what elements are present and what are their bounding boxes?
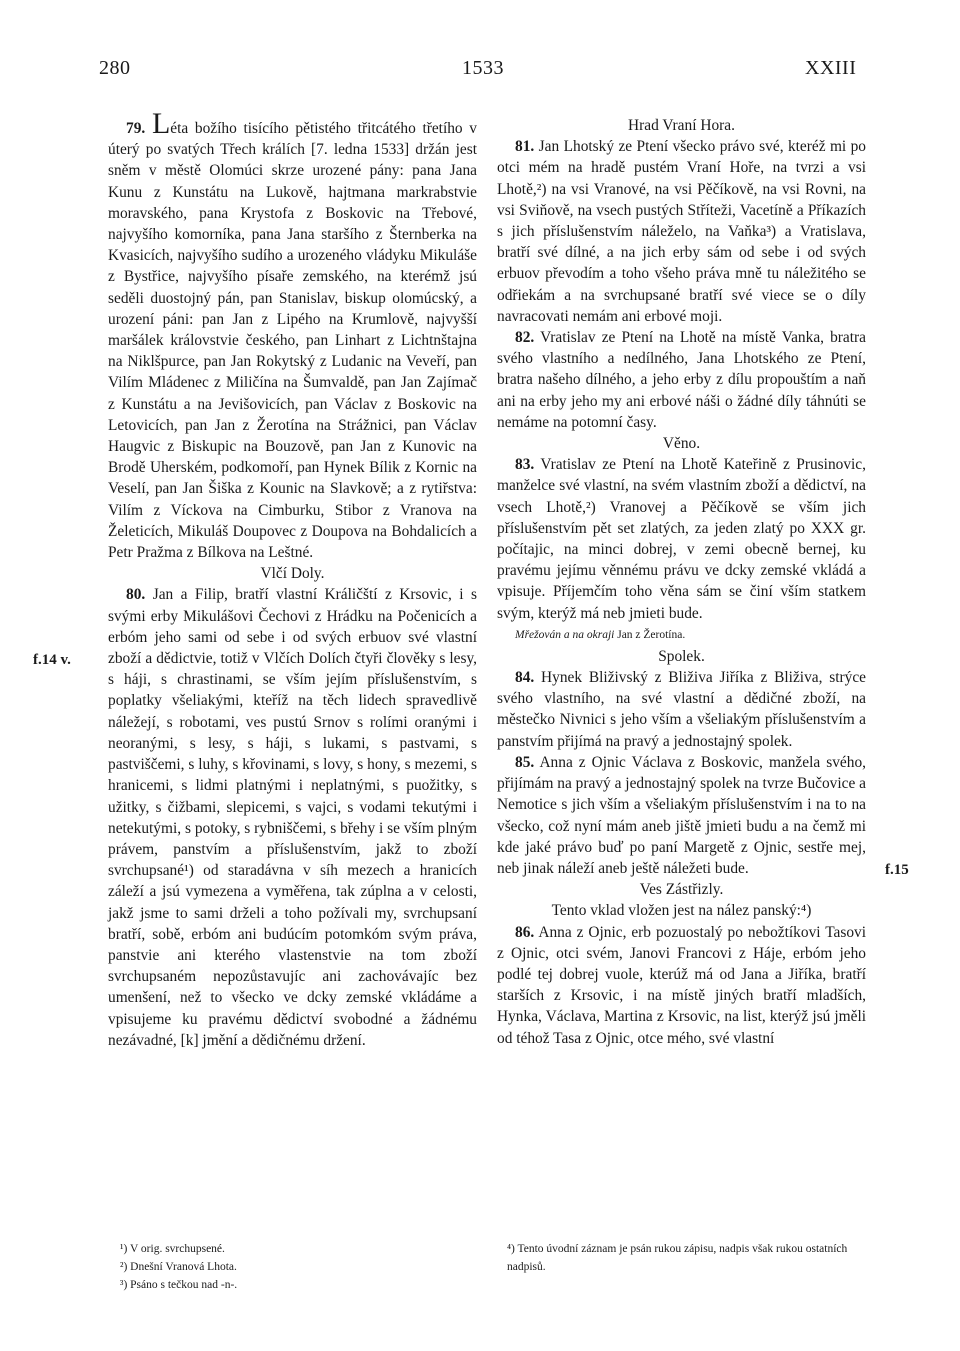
scribal-note xyxy=(515,626,866,644)
entry-79 xyxy=(108,107,477,563)
footnote-2: ²) Dnešní Vranová Lhota. xyxy=(120,1261,237,1273)
entry-85 xyxy=(497,752,866,879)
entry-text: Anna z Ojnic, erb pozuostalý po nebožtíkovi Tasovi z Ojnic, otci svém, Janovi Francovi z Háje, erbóm jeho podlé tej dobrej vuole, kterúž má od Jana a Jiříka, bratří starších z Krsovic, i na místě jiných bratří mladších, Hynka, Václava, Martina z Krsovic, na list, kterýž jsú jměli od téhož Tasa z Ojnic, otce mého, své vlastní xyxy=(497,923,867,1047)
scribal-note-italic: Mřežován a na okraji xyxy=(515,628,615,641)
section-heading: Ves Zástřizly. xyxy=(639,881,724,899)
entry-text: Jan a Filip, bratří vlastní Králičští z Krsovic, i s svými erby Mikulášovi Čechovi z Hrádku na Počenicích a erbóm jeho sami od sebe i od svých erbuov své vlastní zboží a dědictvie, totiž v Vlčích Dolích čtyři člověky s lesy, s háji, s chrastinami, se vším jejím příslušenstvím, s poplatky všeliakými, kteříž na těch lidech spravedlivě náležejí, s robotami, ves pustú Srnov s rolími oranými i neoranými, s lesy, s háji, s lukami, s pastvami, s pastviščemi, s luhy, s křovinami, s lovy, s hony, s mezemi, s hranicemi, s lidmi platnými i neplatnými, s puožitky, s užitky, s čižbami, slepicemi, s vajci, s vodami tekutými i netekutými, s potoky, s rybniščemi, s břehy i se vším plným právem, panstvím a příslušenstvím, jakž to zboží svrchupsané¹) od staradávna v síh mezech a hranicích záleží a jsú vymezena a vyměřena, tak zúplna a v celosti, jakž jsme to sami drželi a toho požívali my, svrchupsaní bratří, sobě, erbóm ani budúcím potomkóm svým práva, panstvie ani kterého vlastenstvie na tom zboží svrchupsaném nepozůstavujíc ani zachovávajíc bez umenšení, než to všecko ve dcky zemské vkládáme a vpisujeme ku pravému dědictví svobodné a žádnému nezávadné, [k] jmění a dědičnému držení. xyxy=(108,586,477,1049)
footnotes-right xyxy=(507,1240,877,1276)
entry-83 xyxy=(497,454,866,624)
entry-number: 85. xyxy=(515,753,535,771)
entry-82 xyxy=(497,327,866,433)
drop-cap: L xyxy=(151,107,171,140)
section-roman-numeral: XXIII xyxy=(805,57,857,79)
entry-text: Vratislav ze Ptení na Lhotě Kateřině z Prusinovic, manželce své vlastní, na svém vlastním zboží a dědictví, na vsech Lhotě,²) Vranovej a Pěčíkově se vším jich příslušenstvím pět set zlatých, za jeden zlatý po XXX gr. počítajic, na minci dobrej, v zemi obecně bernej, ku pravému jejímu věnnému právu ve dcky zemské vkládá a vpisuje. Příjemčím toho věna sám se činí vším statkem svým, kterýž má neb jmieti bude. xyxy=(497,456,866,622)
entry-84 xyxy=(497,667,866,752)
section-heading: Vlčí Doly. xyxy=(260,565,325,583)
entry-text: Jan Lhotský ze Ptení všecko právo své, kteréž mi po otci mém na hradě pustém Vraní Hoře, na tvrzi a vsi Lhotě,²) na vsi Vranové, na vsi Pěčíkově, na vsi Rovni, na vsi Sviňově, na vsech pustých Stříteži, Vacetíně a Příkazích s jich příslušenstvím náleželo, na Vaňka³) a Vratislava, bratří své dílné, a na jich erby sám od sebe i od svých erbuov převodím a toho všeho práva mně tu náležitého se odřiekám a na svrchupsané bratří své viece se o díly navracovati nemám ani erbové moji. xyxy=(497,138,866,325)
footnote-3: ³) Psáno s tečkou nad -n-. xyxy=(120,1279,238,1291)
footnote-4: ⁴) Tento úvodní záznam je psán rukou zápisu, nadpis však rukou ostatních nadpisů. xyxy=(507,1243,848,1273)
entry-number: 79. xyxy=(126,120,146,137)
footnotes-left xyxy=(120,1240,480,1294)
right-column xyxy=(497,115,866,1049)
entry-number: 83. xyxy=(515,456,535,474)
entry-number: 84. xyxy=(515,669,535,687)
entry-text: éta božího tisícího pětistého třitcátého třetího v úterý po svatých Třech králích [7. ledna 1533] držán jest sněm v městě Olomúci skrze urozené pány: pana Jana Kunu z Kunstátu na Lukově, hajtmana markrabstvie moravského, pana Krystofa z Boskovic na Třebové, najvyšího komorníka, pana Jana staršího z Šternberka na Kvasicích, najvyšího sudího a urozeného vládyku Mikuláše z Bystřice, najvyšího písaře zemského, na kterémž jsú seděli duostojný pán, pan Stanislav, biskup olomúcský, a urození páni: pan Jan z Lipého na Krumlově, najvyšší maršálek královstvie českého, pan Linhart z Lichtnštajna na Niklšpurce, pan Jan Rokytský z Ludanic na Veveří, pan Vilím Mládenec z Miličína na Šumvaldě, pan Jan Zajímač z Kunstátu a na Jevišovicích, pan Václav z Boskovic na Letovicích, pan Jan z Žerotína na Strážnici, pan Václav Haugvic z Biskupic na Bouzově, pan Jan z Kunovic na Brodě Uherském, podkomoří, pan Hynek Bílik z Kornic na Veselí, pan Jan Šiška z Kounic na Slavkově; a z rytiřstva: Vilím z Víckova na Cimburku, Stibor z Vranova na Želeticích, Mikuláš Doupovec z Doupova na Bohdalicích a Petr Pražma z Bílkova na Leštné. xyxy=(108,120,477,562)
vklad-line: Tento vklad vložen jest na nález panský:⁴) xyxy=(551,902,812,920)
entry-number: 81. xyxy=(515,138,535,156)
page-number: 280 xyxy=(99,57,131,79)
entry-86 xyxy=(497,922,866,1049)
entry-80 xyxy=(108,584,477,1050)
section-heading: Věno. xyxy=(662,435,701,453)
margin-folio-left: f.14 v. xyxy=(33,652,71,668)
section-heading: Spolek. xyxy=(658,647,705,665)
footnote-1: ¹) V orig. svrchupsené. xyxy=(120,1243,225,1255)
page-year: 1533 xyxy=(462,57,504,79)
scribal-note-name: Jan z Žerotína. xyxy=(617,628,686,641)
margin-folio-right: f.15 xyxy=(885,862,909,878)
entry-number: 82. xyxy=(515,329,535,347)
entry-81 xyxy=(497,136,866,327)
entry-number: 80. xyxy=(126,586,146,604)
entry-text: Hynek Bliživský z Bliživa Jiříka z Bliživa, strýce svého vlastního, na své vlastní a dědičné zboží, na městečko Nivnici s jeho vším a všeliakým příslušenstvím a panstvím přijímá na pravý a jednostajný spolek. xyxy=(497,669,866,750)
left-column xyxy=(108,107,477,1051)
entry-text: Anna z Ojnic Václava z Boskovic, manžela svého, přijímám na pravý a jednostajný spolek na tvrze Bučovice a Nemotice s jich vším a všeliakým příslušenstvím i na to na všecko, což nyní mám aneb jiště jmieti budu a na čemž mi kde jaké právo buď po paní Margetě z Ojnic, sestře mej, neb jinak náleží aneb ještě náležeti bude. xyxy=(497,753,866,877)
entry-text: Vratislav ze Ptení na Lhotě na místě Vanka, bratra svého vlastního a nedílného, Jana Lhotského ze Ptení, bratra našeho dílného, a jeho erby z dílu propouštím a naň ani na erby jeho my ani erbové náši o žádné díly táhnúti se nemáme na potomní časy. xyxy=(497,329,866,431)
entry-number: 86. xyxy=(515,923,535,941)
section-heading: Hrad Vraní Hora. xyxy=(628,117,735,134)
